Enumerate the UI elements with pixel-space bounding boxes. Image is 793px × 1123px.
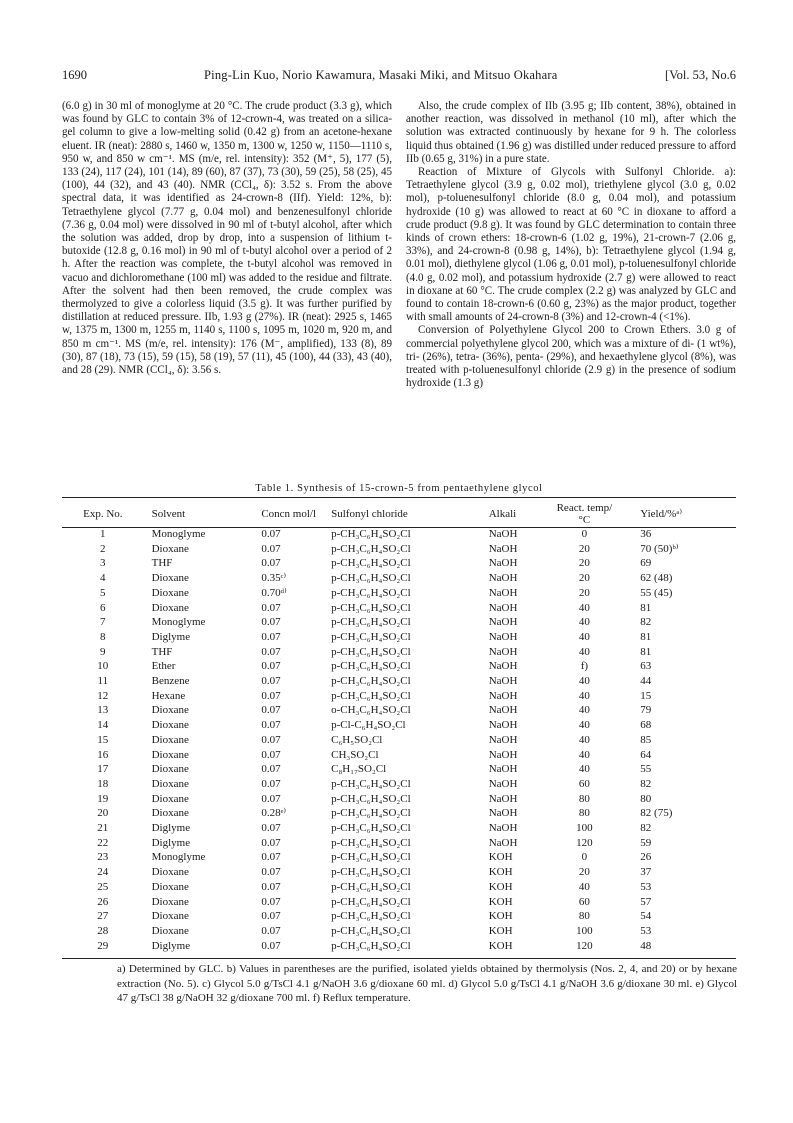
cell-concn: 0.28ᵉ⁾ [261, 807, 287, 820]
table-row [62, 895, 736, 910]
table-row [62, 748, 736, 763]
cell-solvent: Dioxane [151, 807, 189, 820]
table-row [62, 689, 736, 704]
cell-exp-no: 17 [97, 763, 109, 776]
synthesis-table [62, 500, 736, 953]
table-row [62, 792, 736, 807]
cell-react-temp: 100 [576, 822, 593, 835]
cell-exp-no: 8 [100, 630, 106, 643]
cell-yield: 54 [640, 910, 652, 923]
cell-concn: 0.07 [261, 704, 281, 717]
cell-alkali: NaOH [488, 630, 518, 643]
cell-react-temp: 40 [578, 733, 590, 746]
cell-exp-no: 14 [97, 719, 109, 732]
cell-sulfonyl-chloride: p-CH₃C₆H₄SO₂Cl [331, 557, 411, 570]
cell-sulfonyl-chloride: C₆H₅SO₂Cl [331, 733, 383, 746]
cell-exp-no: 28 [97, 924, 109, 937]
table-row [62, 586, 736, 601]
cell-yield: 36 [640, 528, 652, 540]
left-column [62, 100, 392, 377]
cell-sulfonyl-chloride: p-CH₃C₆H₄SO₂Cl [331, 822, 411, 835]
cell-concn: 0.07 [261, 645, 281, 658]
col-header-concn: Concn mol/l [261, 507, 317, 520]
cell-yield: 69 [640, 557, 652, 570]
table-row [62, 571, 736, 586]
cell-solvent: Dioxane [151, 924, 189, 937]
cell-solvent: Monoglyme [151, 616, 206, 629]
cell-alkali: NaOH [488, 586, 518, 599]
cell-sulfonyl-chloride: p-Cl-C₆H₄SO₂Cl [331, 719, 406, 732]
cell-yield: 85 [640, 733, 652, 746]
table-row [62, 733, 736, 748]
cell-exp-no: 15 [97, 733, 109, 746]
table-top-rule [62, 497, 736, 498]
cell-concn: 0.07 [261, 528, 281, 540]
cell-sulfonyl-chloride: p-CH₃C₆H₄SO₂Cl [331, 660, 411, 673]
cell-react-temp: 120 [576, 939, 593, 952]
col-header-yield: Yield/%ᵃ⁾ [640, 507, 683, 520]
cell-alkali: NaOH [488, 689, 518, 702]
table-row [62, 806, 736, 821]
cell-yield: 55 [640, 763, 652, 776]
cell-react-temp: 20 [578, 866, 590, 879]
col-header-alkali: Alkali [488, 507, 517, 520]
cell-exp-no: 22 [97, 836, 109, 849]
cell-react-temp: 100 [576, 924, 593, 937]
cell-sulfonyl-chloride: p-CH₃C₆H₄SO₂Cl [331, 807, 411, 820]
cell-react-temp: 40 [578, 719, 590, 732]
cell-alkali: NaOH [488, 733, 518, 746]
cell-exp-no: 29 [97, 939, 109, 952]
col-header-solvent: Solvent [151, 507, 186, 520]
right-paragraph-3: Conversion of Polyethylene Glycol 200 to Crown Ethers. 3.0 g of commercial polyethylene glycol 200, which was a mixture of di- (1 wt%), tri- (26%), tetra- (36%), penta- (29%), and hexaethylene glycol (8%), was treated with p-toluenesulfonyl chloride (2.9 g) in the presence of sodium hydroxide (1.3 g) [406, 324, 736, 390]
table-row [62, 556, 736, 571]
cell-sulfonyl-chloride: p-CH₃C₆H₄SO₂Cl [331, 572, 411, 585]
cell-react-temp: 60 [578, 895, 590, 908]
cell-solvent: Dioxane [151, 542, 189, 555]
cell-exp-no: 13 [97, 704, 109, 717]
table-header-row [62, 500, 736, 527]
cell-solvent: Diglyme [151, 630, 191, 643]
cell-exp-no: 27 [97, 910, 109, 923]
table-row [62, 601, 736, 616]
cell-concn: 0.35ᶜ⁾ [261, 572, 287, 585]
cell-alkali: NaOH [488, 704, 518, 717]
running-header [62, 68, 736, 84]
cell-alkali: NaOH [488, 528, 518, 540]
cell-solvent: Dioxane [151, 866, 189, 879]
cell-sulfonyl-chloride: p-CH₃C₆H₄SO₂Cl [331, 528, 411, 540]
cell-solvent: Diglyme [151, 822, 191, 835]
table-bottom-rule [62, 958, 736, 959]
cell-alkali: KOH [488, 924, 513, 937]
cell-solvent: Dioxane [151, 586, 189, 599]
cell-react-temp: 60 [578, 777, 590, 790]
table-row [62, 542, 736, 557]
cell-alkali: NaOH [488, 601, 518, 614]
cell-alkali: NaOH [488, 748, 518, 761]
cell-exp-no: 16 [97, 748, 109, 761]
left-paragraph-1: (6.0 g) in 30 ml of monoglyme at 20 °C. The crude product (3.3 g), which was found by GLC to contain 3% of 12-crown-4, was treated on a silica-gel column to give a low-melting solid (0.42 g) from an acetone-hexane eluent. IR (neat): 2880 s, 1460 w, 1350 m, 1300 w, 1250 w, 1150—1110 s, 950 w, and 850 w cm⁻¹. MS (m/e, rel. intensity): 352 (M⁺, 5), 177 (5), 133 (24), 117 (24), 101 (14), 89 (60), 87 (37), 73 (30), 59 (25), 58 (25), 45 (100), 44 (32), and 43 (40). NMR (CCl₄, δ): 3.52 s. From the above spectral data, it was identified as 24-crown-8 (IIf). Yield: 12%, b): Tetraethylene glycol (7.77 g, 0.04 mol) and benzenesulfonyl chloride (7.36 g, 0.04 mol) were dissolved in 90 ml of t-butyl alcohol, after which the solution was added, drop by drop, into a suspension of lithium t-butoxide (12.8 g, 0.16 mol) in 90 ml of t-butyl alcohol over a period of 2 h. After the reaction was complete, the t-butyl alcohol was removed in vacuo and dichloromethane (100 ml) was added to the residue and filtrate. After the solvent had then been removed, the crude complex was thermolyzed to give a colorless liquid (3.5 g). It was further purified by distillation at reduced pressure. IIb, 1.93 g (27%). IR (neat): 2925 s, 1465 w, 1375 m, 1300 m, 1255 m, 1140 s, 1100 s, 1095 m, 1020 m, 920 m, and 850 m cm⁻¹. MS (m/e, rel. intensity): 176 (M⁻, amplified), 133 (8), 89 (30), 87 (18), 73 (15), 59 (15), 58 (19), 57 (11), 45 (100), 44 (33), 43 (40), and 28 (29). NMR (CCl₄, δ): 3.56 s. [62, 100, 392, 377]
cell-react-temp: 40 [578, 704, 590, 717]
table-title: Table 1. Synthesis of 15-crown-5 from pentaethylene glycol [255, 483, 543, 494]
cell-concn: 0.07 [261, 616, 281, 629]
table-row [62, 924, 736, 939]
cell-concn: 0.07 [261, 924, 281, 937]
cell-solvent: THF [151, 645, 173, 658]
cell-yield: 79 [640, 704, 652, 717]
cell-alkali: NaOH [488, 645, 518, 658]
cell-concn: 0.07 [261, 763, 281, 776]
cell-yield: 81 [640, 601, 652, 614]
cell-yield: 37 [640, 866, 652, 879]
cell-sulfonyl-chloride: p-CH₃C₆H₄SO₂Cl [331, 601, 411, 614]
cell-yield: 53 [640, 924, 652, 937]
table-row [62, 527, 736, 542]
cell-yield: 55 (45) [640, 586, 673, 599]
cell-concn: 0.07 [261, 689, 281, 702]
cell-exp-no: 7 [100, 616, 106, 629]
col-header-sulfonyl-chloride: Sulfonyl chloride [331, 507, 408, 520]
cell-yield: 62 (48) [640, 572, 673, 585]
cell-alkali: NaOH [488, 777, 518, 790]
table-footnotes [117, 962, 737, 1006]
cell-react-temp: 80 [578, 807, 590, 820]
cell-solvent: Dioxane [151, 733, 189, 746]
cell-yield: 82 [640, 777, 652, 790]
cell-concn: 0.07 [261, 733, 281, 746]
cell-react-temp: 80 [578, 910, 590, 923]
cell-exp-no: 19 [97, 792, 109, 805]
cell-concn: 0.07 [261, 777, 281, 790]
cell-concn: 0.70ᵈ⁾ [261, 586, 287, 599]
cell-react-temp: 40 [578, 689, 590, 702]
cell-exp-no: 1 [100, 528, 106, 540]
cell-sulfonyl-chloride: p-CH₃C₆H₄SO₂Cl [331, 836, 411, 849]
cell-react-temp: 80 [578, 792, 590, 805]
cell-alkali: NaOH [488, 836, 518, 849]
cell-sulfonyl-chloride: p-CH₃C₆H₄SO₂Cl [331, 586, 411, 599]
cell-react-temp: 120 [576, 836, 593, 849]
table-row [62, 821, 736, 836]
cell-react-temp: 0 [581, 851, 588, 864]
cell-concn: 0.07 [261, 866, 281, 879]
cell-concn: 0.07 [261, 630, 281, 643]
cell-exp-no: 20 [97, 807, 109, 820]
cell-concn: 0.07 [261, 542, 281, 555]
cell-yield: 15 [640, 689, 652, 702]
table-body [62, 527, 736, 953]
cell-sulfonyl-chloride: p-CH₃C₆H₄SO₂Cl [331, 777, 411, 790]
cell-sulfonyl-chloride: p-CH₃C₆H₄SO₂Cl [331, 630, 411, 643]
cell-sulfonyl-chloride: p-CH₃C₆H₄SO₂Cl [331, 866, 411, 879]
table-row [62, 777, 736, 792]
cell-react-temp: 40 [578, 748, 590, 761]
col-header-exp-no: Exp. No. [83, 507, 123, 520]
cell-concn: 0.07 [261, 601, 281, 614]
cell-exp-no: 10 [97, 660, 109, 673]
cell-solvent: Dioxane [151, 777, 189, 790]
cell-solvent: Hexane [151, 689, 186, 702]
cell-concn: 0.07 [261, 880, 281, 893]
table-row [62, 762, 736, 777]
cell-react-temp: 40 [578, 675, 590, 688]
cell-sulfonyl-chloride: o-CH₃C₆H₄SO₂Cl [331, 704, 411, 717]
cell-yield: 68 [640, 719, 652, 732]
cell-concn: 0.07 [261, 939, 281, 952]
right-column [406, 100, 736, 390]
cell-sulfonyl-chloride: p-CH₃C₆H₄SO₂Cl [331, 939, 411, 952]
cell-react-temp: f) [580, 660, 589, 673]
cell-exp-no: 11 [97, 675, 109, 688]
cell-sulfonyl-chloride: p-CH₃C₆H₄SO₂Cl [331, 880, 411, 893]
cell-sulfonyl-chloride: p-CH₃C₆H₄SO₂Cl [331, 645, 411, 658]
cell-alkali: NaOH [488, 792, 518, 805]
cell-alkali: NaOH [488, 616, 518, 629]
cell-sulfonyl-chloride: p-CH₃C₆H₄SO₂Cl [331, 675, 411, 688]
cell-sulfonyl-chloride: p-CH₃C₆H₄SO₂Cl [331, 895, 411, 908]
cell-concn: 0.07 [261, 719, 281, 732]
table-row [62, 659, 736, 674]
cell-exp-no: 25 [97, 880, 109, 893]
cell-solvent: Dioxane [151, 704, 189, 717]
cell-react-temp: 40 [578, 616, 590, 629]
table-row [62, 909, 736, 924]
cell-react-temp: 20 [578, 557, 590, 570]
table-row [62, 880, 736, 895]
cell-alkali: NaOH [488, 719, 518, 732]
cell-yield: 44 [640, 675, 652, 688]
cell-exp-no: 23 [97, 851, 109, 864]
cell-react-temp: 40 [578, 880, 590, 893]
table-row [62, 615, 736, 630]
cell-yield: 48 [640, 939, 652, 952]
volume-info: [Vol. 53, No.6 [665, 68, 736, 82]
table-row [62, 718, 736, 733]
cell-alkali: NaOH [488, 675, 518, 688]
cell-solvent: Dioxane [151, 601, 189, 614]
cell-solvent: THF [151, 557, 173, 570]
cell-solvent: Ether [151, 660, 176, 673]
cell-alkali: NaOH [488, 807, 518, 820]
cell-solvent: Dioxane [151, 792, 189, 805]
cell-exp-no: 6 [100, 601, 106, 614]
table-row [62, 850, 736, 865]
cell-solvent: Dioxane [151, 719, 189, 732]
table-row [62, 939, 736, 954]
cell-solvent: Dioxane [151, 572, 189, 585]
cell-concn: 0.07 [261, 895, 281, 908]
cell-solvent: Monoglyme [151, 528, 206, 540]
cell-yield: 82 (75) [640, 807, 673, 820]
cell-concn: 0.07 [261, 748, 281, 761]
cell-alkali: NaOH [488, 763, 518, 776]
cell-alkali: KOH [488, 939, 513, 952]
cell-alkali: KOH [488, 851, 513, 864]
col-header-react-temp: React. temp/°C [556, 501, 613, 526]
cell-sulfonyl-chloride: p-CH₃C₆H₄SO₂Cl [331, 924, 411, 937]
cell-sulfonyl-chloride: p-CH₃C₆H₄SO₂Cl [331, 542, 411, 555]
cell-concn: 0.07 [261, 822, 281, 835]
table-row [62, 865, 736, 880]
cell-react-temp: 20 [578, 542, 590, 555]
cell-yield: 57 [640, 895, 652, 908]
cell-solvent: Benzene [151, 675, 190, 688]
cell-sulfonyl-chloride: CH₃SO₂Cl [331, 748, 379, 761]
cell-exp-no: 4 [100, 572, 106, 585]
cell-react-temp: 40 [578, 630, 590, 643]
cell-exp-no: 3 [100, 557, 106, 570]
table-row [62, 836, 736, 851]
cell-yield: 80 [640, 792, 652, 805]
cell-exp-no: 26 [97, 895, 109, 908]
table-row [62, 703, 736, 718]
footnote-text: a) Determined by GLC. b) Values in parentheses are the purified, isolated yields obtained by thermolysis (Nos. 2, 4, and 20) or by hexane extraction (No. 5). c) Glycol 5.0 g/TsCl 4.1 g/NaOH 3.6 g/dioxane 60 ml. d) Glycol 5.0 g/TsCl 4.1 g/NaOH 3.6 g/dioxane 30 ml. e) Glycol 47 g/TsCl 38 g/NaOH 32 g/dioxane 700 ml. f) Reflux temperature. [117, 963, 737, 1004]
cell-yield: 64 [640, 748, 652, 761]
right-paragraph-2: Reaction of Mixture of Glycols with Sulfonyl Chloride. a): Tetraethylene glycol (3.9 g, 0.02 mol), triethylene glycol (3.0 g, 0.02 mol), p-toluenesulfonyl chloride (8.0 g, 0.04 mol), and potassium hydroxide (10 g) was allowed to react at 60 °C in dioxane to afford a crude product (9.8 g). It was found by GLC determination to contain three kinds of crown ethers: 18-crown-6 (1.02 g, 19%), 21-crown-7 (2.06 g, 33%), and 24-crown-8 (0.98 g, 14%), b): Tetraethylene glycol (1.94 g, 0.01 mol), diethylene glycol (1.06 g, 0.01 mol), p-toluenesulfonyl chloride (4.0 g, 0.02 mol), and potassium hydroxide (2.7 g) were allowed to react in dioxane at 60 °C. The crude complex (2.2 g) was analyzed by GLC and found to contain 18-crown-6 (0.60 g, 23%) as the major product, together with small amounts of 24-crown-8 (3%) and 12-crown-4 (<1%). [406, 166, 736, 324]
cell-concn: 0.07 [261, 836, 281, 849]
cell-sulfonyl-chloride: p-CH₃C₆H₄SO₂Cl [331, 851, 411, 864]
cell-solvent: Diglyme [151, 836, 191, 849]
cell-sulfonyl-chloride: p-CH₃C₆H₄SO₂Cl [331, 792, 411, 805]
cell-yield: 70 (50)ᵇ⁾ [640, 542, 679, 555]
cell-yield: 63 [640, 660, 652, 673]
cell-concn: 0.07 [261, 851, 281, 864]
cell-solvent: Dioxane [151, 880, 189, 893]
cell-exp-no: 9 [100, 645, 106, 658]
cell-alkali: KOH [488, 895, 513, 908]
page-number: 1690 [62, 68, 87, 82]
cell-yield: 26 [640, 851, 652, 864]
cell-exp-no: 24 [97, 866, 109, 879]
cell-exp-no: 12 [97, 689, 109, 702]
cell-concn: 0.07 [261, 660, 281, 673]
cell-yield: 81 [640, 645, 652, 658]
cell-concn: 0.07 [261, 910, 281, 923]
cell-react-temp: 20 [578, 572, 590, 585]
cell-alkali: NaOH [488, 542, 518, 555]
cell-exp-no: 18 [97, 777, 109, 790]
cell-solvent: Diglyme [151, 939, 191, 952]
table-row [62, 674, 736, 689]
cell-alkali: NaOH [488, 572, 518, 585]
cell-exp-no: 2 [100, 542, 106, 555]
cell-solvent: Dioxane [151, 748, 189, 761]
cell-react-temp: 0 [581, 528, 588, 540]
cell-exp-no: 5 [100, 586, 106, 599]
cell-yield: 59 [640, 836, 652, 849]
cell-yield: 82 [640, 822, 652, 835]
cell-yield: 82 [640, 616, 652, 629]
cell-sulfonyl-chloride: C₈H₁₇SO₂Cl [331, 763, 387, 776]
cell-alkali: KOH [488, 880, 513, 893]
cell-solvent: Dioxane [151, 895, 189, 908]
cell-alkali: NaOH [488, 822, 518, 835]
cell-exp-no: 21 [97, 822, 109, 835]
cell-alkali: NaOH [488, 660, 518, 673]
cell-solvent: Monoglyme [151, 851, 206, 864]
cell-sulfonyl-chloride: p-CH₃C₆H₄SO₂Cl [331, 910, 411, 923]
right-paragraph-1: Also, the crude complex of IIb (3.95 g; IIb content, 38%), obtained in another reaction, was dissolved in methanol (10 ml), after which the solution was extracted continuously by hexane for 9 h. The colorless liquid thus obtained (1.96 g) was distilled under reduced pressure to afford IIb (0.65 g, 31%) in a pure state. [406, 100, 736, 165]
cell-sulfonyl-chloride: p-CH₃C₆H₄SO₂Cl [331, 689, 411, 702]
cell-react-temp: 20 [578, 586, 590, 599]
cell-solvent: Dioxane [151, 910, 189, 923]
cell-react-temp: 40 [578, 645, 590, 658]
cell-yield: 81 [640, 630, 652, 643]
running-authors: Ping-Lin Kuo, Norio Kawamura, Masaki Miki, and Mitsuo Okahara [204, 68, 558, 82]
cell-react-temp: 40 [578, 763, 590, 776]
cell-react-temp: 40 [578, 601, 590, 614]
cell-solvent: Dioxane [151, 763, 189, 776]
cell-yield: 53 [640, 880, 652, 893]
table-row [62, 630, 736, 645]
cell-concn: 0.07 [261, 557, 281, 570]
cell-sulfonyl-chloride: p-CH₃C₆H₄SO₂Cl [331, 616, 411, 629]
cell-alkali: KOH [488, 910, 513, 923]
cell-concn: 0.07 [261, 675, 281, 688]
cell-concn: 0.07 [261, 792, 281, 805]
cell-alkali: KOH [488, 866, 513, 879]
cell-alkali: NaOH [488, 557, 518, 570]
table-row [62, 645, 736, 660]
